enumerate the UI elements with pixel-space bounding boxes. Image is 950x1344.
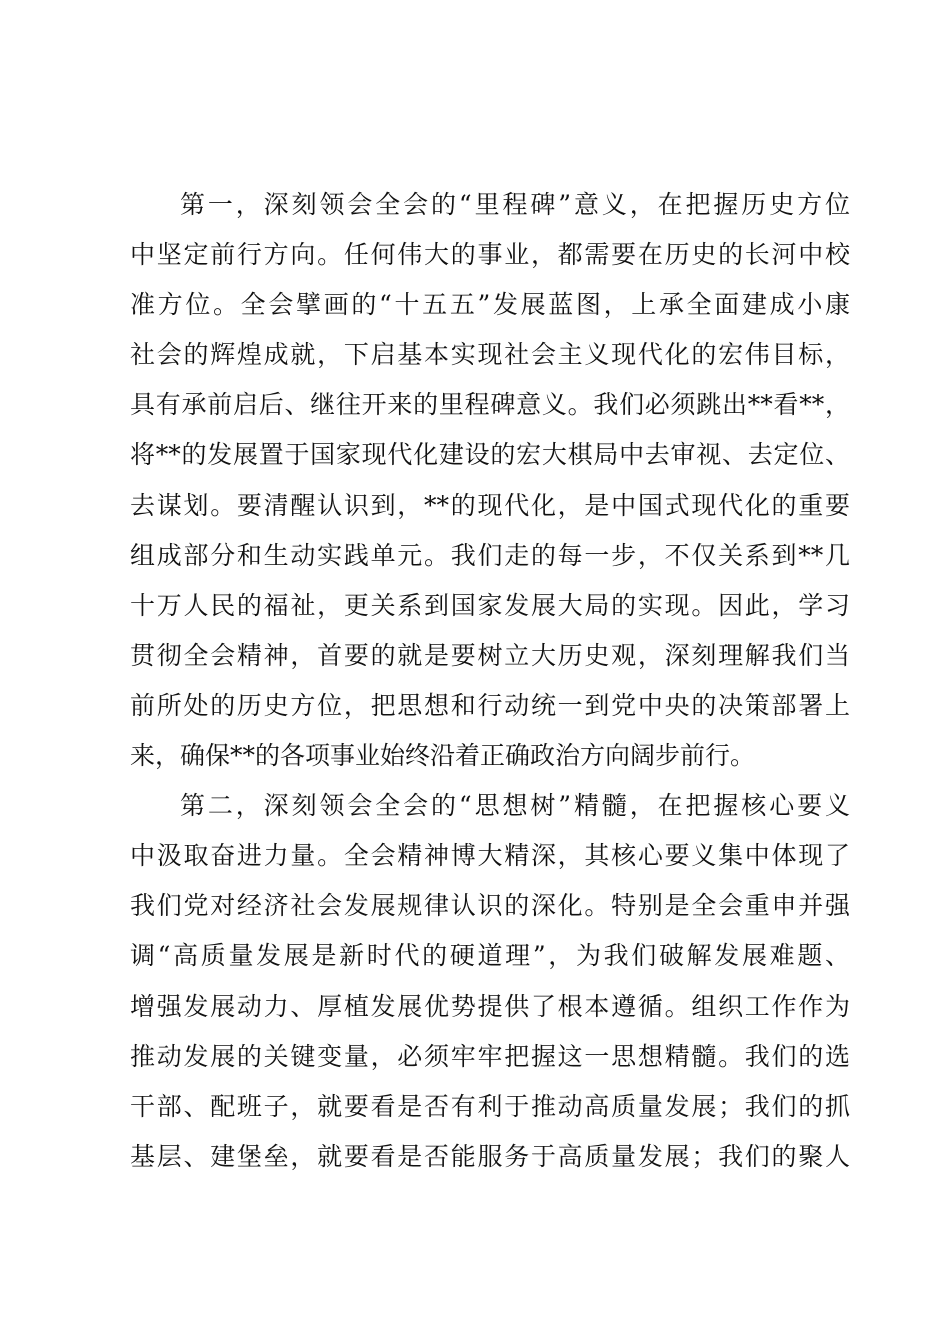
text-line: 准方位。全会擘画的“十五五”发展蓝图，上承全面建成小康	[130, 290, 850, 320]
text-line: 中汲取奋进力量。全会精神博大精深，其核心要义集中体现了	[130, 841, 850, 871]
text-line: 具有承前启后、继往开来的里程碑意义。我们必须跳出**看**，	[130, 390, 850, 420]
text-line: 十万人民的福祉，更关系到国家发展大局的实现。因此，学习	[130, 590, 850, 620]
text-line: 前所处的历史方位，把思想和行动统一到党中央的决策部署上	[130, 690, 850, 720]
text-line: 组成部分和生动实践单元。我们走的每一步，不仅关系到**几	[130, 540, 850, 570]
text-line: 我们党对经济社会发展规律认识的深化。特别是全会重申并强	[130, 891, 850, 921]
text-line: 基层、建堡垒，就要看是否能服务于高质量发展；我们的聚人	[130, 1141, 850, 1171]
text-line: 增强发展动力、厚植发展优势提供了根本遵循。组织工作作为	[130, 991, 850, 1021]
text-line: 第一，深刻领会全会的“里程碑”意义，在把握历史方位	[180, 190, 850, 219]
text-line: 干部、配班子，就要看是否有利于推动高质量发展；我们的抓	[130, 1091, 850, 1121]
paragraph-1	[130, 180, 850, 781]
document-body	[130, 180, 850, 1182]
text-line: 推动发展的关键变量，必须牢牢把握这一思想精髓。我们的选	[130, 1041, 850, 1071]
text-line: 将**的发展置于国家现代化建设的宏大棋局中去审视、去定位、	[130, 440, 850, 470]
text-line: 社会的辉煌成就，下启基本实现社会主义现代化的宏伟目标，	[130, 340, 850, 370]
text-line: 去谋划。要清醒认识到，**的现代化，是中国式现代化的重要	[130, 490, 850, 520]
text-line: 贯彻全会精神，首要的就是要树立大历史观，深刻理解我们当	[130, 640, 850, 670]
text-line: 第二，深刻领会全会的“思想树”精髓，在把握核心要义	[180, 791, 850, 821]
paragraph-2	[130, 781, 850, 1182]
text-line: 来，确保**的各项事业始终沿着正确政治方向阔步前行。	[130, 741, 756, 771]
text-line: 调“高质量发展是新时代的硬道理”，为我们破解发展难题、	[130, 941, 850, 971]
text-line: 中坚定前行方向。任何伟大的事业，都需要在历史的长河中校	[130, 240, 850, 270]
